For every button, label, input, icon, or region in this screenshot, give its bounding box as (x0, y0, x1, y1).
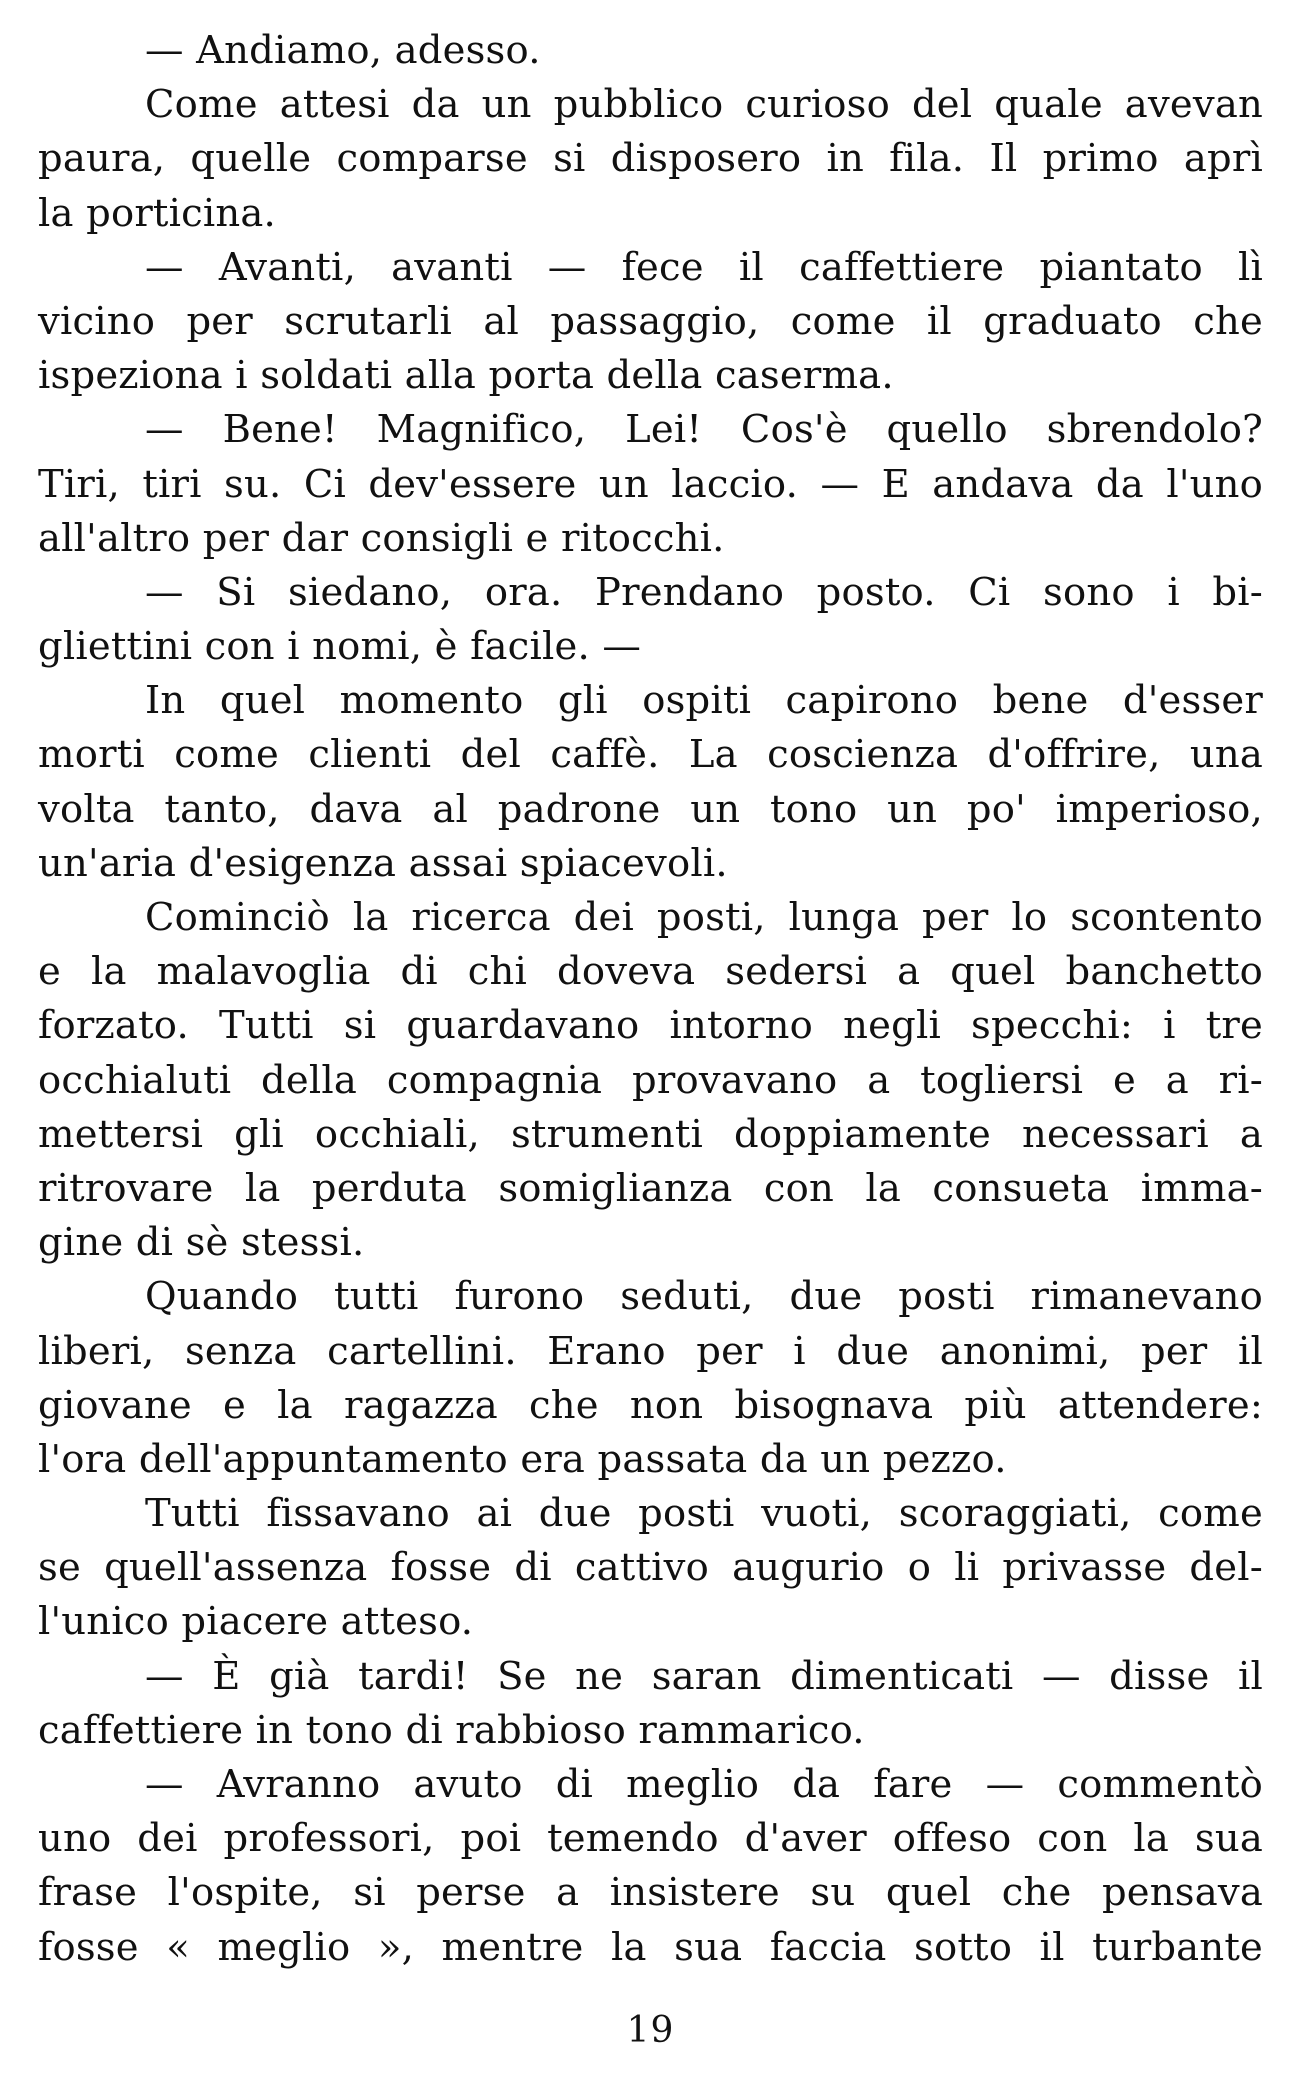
text-line: gliettini con i nomi, è facile. — (38, 624, 642, 670)
text-line: occhialuti della compagnia provavano a togliersi e a ri- (38, 1057, 1263, 1103)
text-line: In quel momento gli ospiti capirono bene d'esser (145, 678, 1263, 724)
text-line: gine di sè stessi. (38, 1220, 365, 1266)
text-line: fosse « meglio », mentre la sua faccia sotto il turbante (38, 1924, 1263, 1970)
text-line: un'aria d'esigenza assai spiacevoli. (38, 840, 728, 886)
body-text (38, 24, 1263, 1975)
text-line: paura, quelle comparse si disposero in fila. Il primo aprì (38, 136, 1263, 182)
text-line: frase l'ospite, si perse a insistere su quel che pensava (38, 1870, 1263, 1916)
text-line: Tiri, tiri su. Ci dev'essere un laccio. — E andava da l'uno (38, 461, 1263, 507)
text-line: giovane e la ragazza che non bisognava più attendere: (38, 1382, 1263, 1428)
text-line: — Avanti, avanti — fece il caffettiere piantato lì (145, 244, 1263, 290)
text-line: Quando tutti furono seduti, due posti rimanevano (145, 1274, 1263, 1320)
text-line: all'altro per dar consigli e ritocchi. (38, 515, 725, 561)
page-number: 19 (626, 2010, 675, 2051)
text-line: — Avranno avuto di meglio da fare — commentò (145, 1762, 1263, 1807)
text-line: forzato. Tutti si guardavano intorno negli specchi: i tre (38, 1003, 1263, 1049)
text-line: — Bene! Magnifico, Lei! Cos'è quello sbrendolo? (145, 407, 1263, 453)
text-line: morti come clienti del caffè. La coscienza d'offrire, una (38, 732, 1263, 778)
text-line: liberi, senza cartellini. Erano per i due anonimi, per il (38, 1328, 1263, 1374)
text-line: caffettiere in tono di rabbioso rammarico. (38, 1707, 865, 1753)
text-line: l'ora dell'appuntamento era passata da un pezzo. (38, 1436, 1007, 1482)
text-line: Come attesi da un pubblico curioso del quale avevan (145, 82, 1263, 128)
text-line: — È già tardi! Se ne saran dimenticati — disse il (145, 1653, 1263, 1699)
text-line: la porticina. (38, 190, 276, 236)
text-line: — Si siedano, ora. Prendano posto. Ci sono i bi- (145, 569, 1263, 615)
text-line: vicino per scrutarli al passaggio, come il graduato che (38, 298, 1263, 344)
book-page (38, 24, 1263, 2064)
text-line: l'unico piacere atteso. (38, 1599, 474, 1645)
text-line: Tutti fissavano ai due posti vuoti, scoraggiati, come (145, 1491, 1263, 1537)
text-line: mettersi gli occhiali, strumenti doppiamente necessari a (38, 1111, 1263, 1157)
text-line: uno dei professori, poi temendo d'aver offeso con la sua (38, 1816, 1263, 1862)
text-line: ispeziona i soldati alla porta della caserma. (38, 353, 894, 399)
text-line: volta tanto, dava al padrone un tono un po' imperioso, (38, 786, 1263, 832)
text-line: ritrovare la perduta somiglianza con la consueta imma- (38, 1165, 1263, 1211)
text-line: — Andiamo, adesso. (145, 28, 541, 73)
text-line: Cominciò la ricerca dei posti, lunga per lo scontento (145, 895, 1263, 940)
text-line: se quell'assenza fosse di cattivo augurio o li privasse del- (38, 1545, 1263, 1591)
text-line: e la malavoglia di chi doveva sedersi a quel banchetto (38, 949, 1263, 995)
